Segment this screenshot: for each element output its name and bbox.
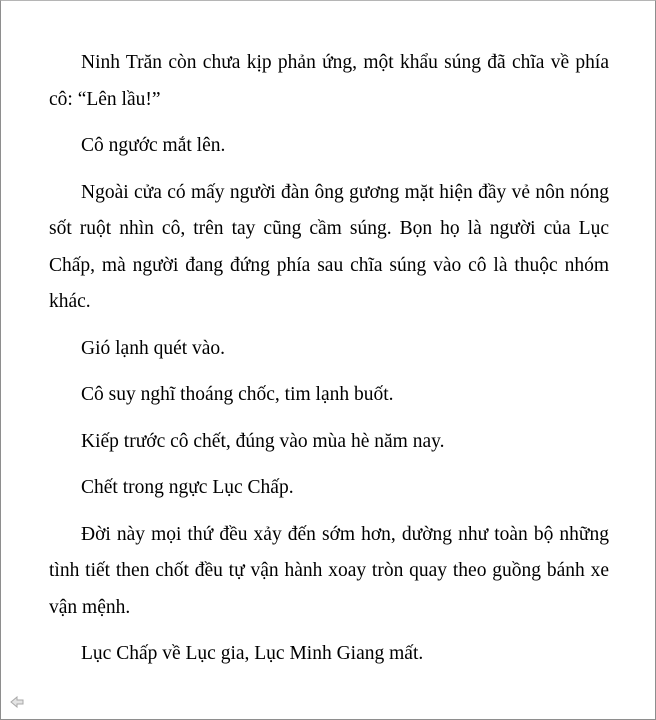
paragraph-7: Chết trong ngực Lục Chấp. bbox=[81, 477, 294, 498]
paragraph-1: Ninh Trăn còn chưa kịp phản ứng, một khẩu súng đã chĩa về phía cô: “Lên lầu!” bbox=[49, 52, 609, 110]
paragraph-2: Cô ngước mắt lên. bbox=[81, 135, 226, 156]
paragraph-5: Cô suy nghĩ thoáng chốc, tim lạnh buốt. bbox=[81, 384, 394, 405]
paragraph-9: Lục Chấp về Lục gia, Lục Minh Giang mất. bbox=[81, 643, 424, 664]
document-body bbox=[49, 45, 609, 683]
paragraph-4: Gió lạnh quét vào. bbox=[81, 337, 226, 359]
paragraph-6: Kiếp trước cô chết, đúng vào mùa hè năm nay. bbox=[81, 430, 445, 452]
arrow-left-icon[interactable] bbox=[10, 696, 24, 708]
paragraph-3: Ngoài cửa có mấy người đàn ông gương mặt hiện đầy vẻ nôn nóng sốt ruột nhìn cô, trên tay cũng cầm súng. Bọn họ là người của Lục Chấp, mà người đang đứng phía sau chĩa súng vào cô là thuộc nhóm khác. bbox=[49, 181, 609, 312]
paragraph-8: Đời này mọi thứ đều xảy đến sớm hơn, dường như toàn bộ những tình tiết then chốt đều tự vận hành xoay tròn quay theo guồng bánh xe vận mệnh. bbox=[49, 523, 609, 618]
